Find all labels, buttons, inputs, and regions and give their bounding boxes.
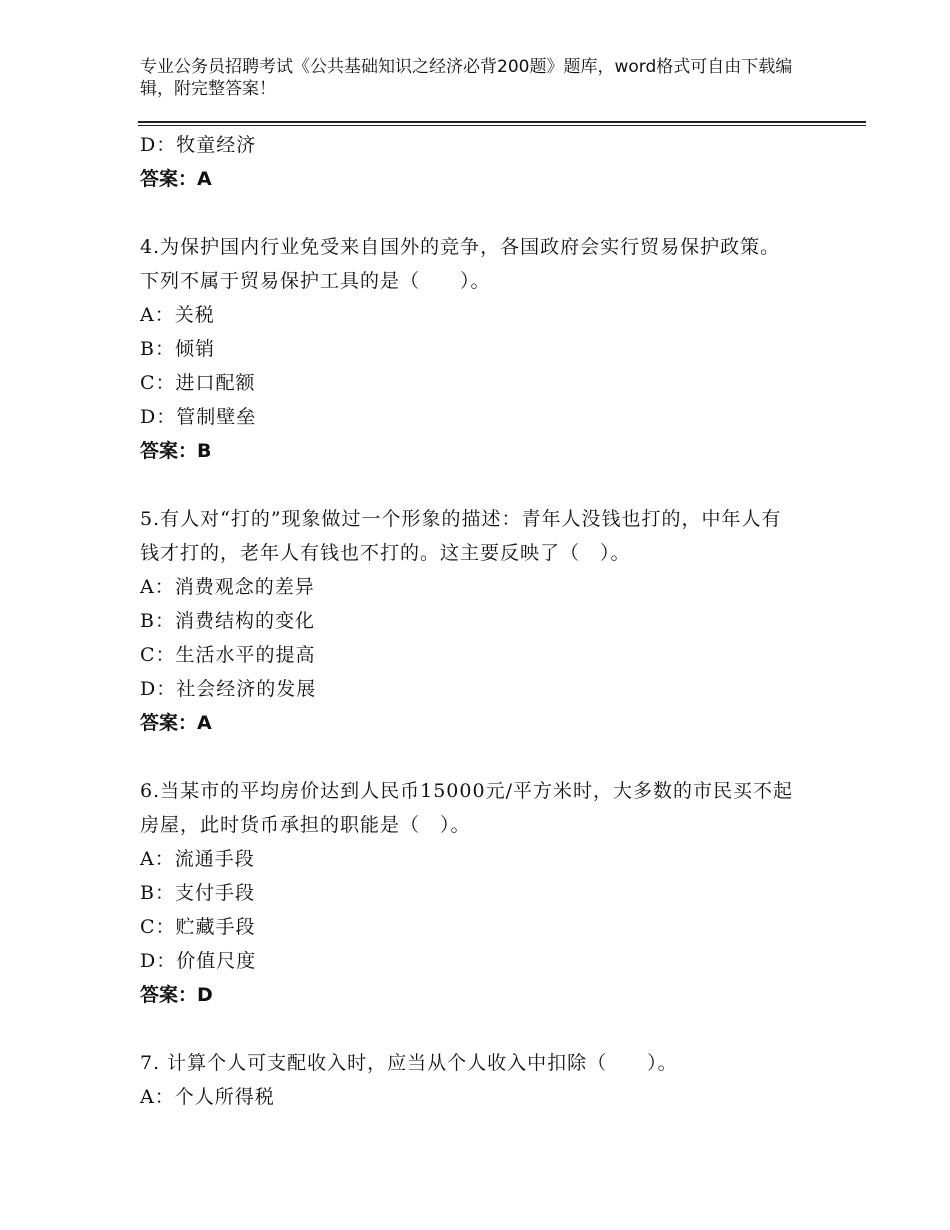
option-b: B：支付手段 <box>140 882 255 904</box>
option-d: D：牧童经济 <box>140 134 257 156</box>
spacer <box>140 740 820 774</box>
option-b: B：消费结构的变化 <box>140 610 315 632</box>
question-stem: 6.当某市的平均房价达到人民币15000元/平方米时，大多数的市民买不起房屋，此时货币承担的职能是（ ）。 <box>140 780 793 836</box>
option-d: D：管制壁垒 <box>140 406 257 428</box>
option-c: C：进口配额 <box>140 372 256 394</box>
question-stem: 7. 计算个人可支配收入时，应当从个人收入中扣除（ ）。 <box>140 1052 678 1074</box>
answer-line: 答案：A <box>140 712 212 734</box>
answer-line: 答案：A <box>140 168 212 190</box>
option-d: D：社会经济的发展 <box>140 678 317 700</box>
document-body <box>140 128 820 1114</box>
option-d: D：价值尺度 <box>140 950 257 972</box>
spacer <box>140 468 820 502</box>
option-c: C：生活水平的提高 <box>140 644 316 666</box>
spacer <box>140 196 820 230</box>
answer-line: 答案：B <box>140 440 212 462</box>
option-a: A：关税 <box>140 304 215 326</box>
question-5 <box>140 502 820 740</box>
option-a: A：个人所得税 <box>140 1086 275 1108</box>
question-7 <box>140 1046 820 1114</box>
answer-line: 答案：D <box>140 984 213 1006</box>
document-header: 专业公务员招聘考试《公共基础知识之经济必背200题》题库，word格式可自由下载编辑，附完整答案！ <box>140 57 793 99</box>
option-c: C：贮藏手段 <box>140 916 256 938</box>
header-rule-thin <box>138 125 866 126</box>
question-stem: 5.有人对“打的”现象做过一个形象的描述：青年人没钱也打的，中年人有钱才打的，老年人有钱也不打的。这主要反映了（ ）。 <box>140 508 782 564</box>
question-stem: 4.为保护国内行业免受来自国外的竞争，各国政府会实行贸易保护政策。下列不属于贸易保护工具的是（ ）。 <box>140 236 781 292</box>
option-b: B：倾销 <box>140 338 215 360</box>
question-4 <box>140 230 820 468</box>
option-a: A：消费观念的差异 <box>140 576 315 598</box>
header-rule-thick <box>138 121 866 123</box>
question-6 <box>140 774 820 1012</box>
option-a: A：流通手段 <box>140 848 255 870</box>
spacer <box>140 1012 820 1046</box>
